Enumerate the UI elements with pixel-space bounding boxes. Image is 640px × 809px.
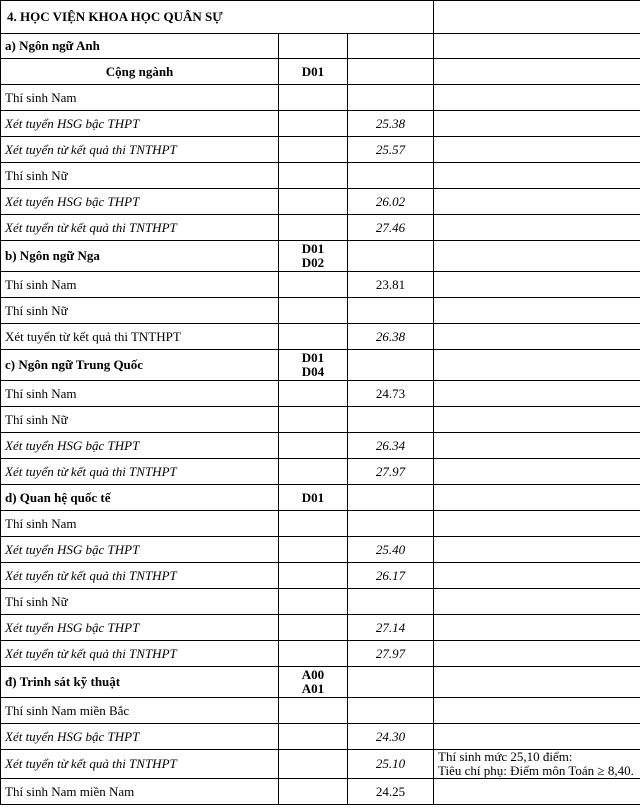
subject-combination-cell	[279, 381, 348, 407]
major-name: đ) Trinh sát kỹ thuật	[1, 667, 279, 698]
note-cell	[434, 85, 640, 111]
note-cell	[434, 381, 640, 407]
table-row	[1, 272, 640, 298]
cutoff-score	[348, 485, 434, 511]
cutoff-score	[348, 350, 434, 381]
subject-combination-cell	[279, 724, 348, 750]
note-cell	[434, 272, 640, 298]
table-row	[1, 537, 640, 563]
candidate-group: Thí sinh Nữ	[1, 589, 279, 615]
note-cell	[434, 137, 640, 163]
cutoff-score	[348, 298, 434, 324]
note-cell	[434, 779, 640, 805]
table-row	[1, 350, 640, 381]
note-line: Thí sinh mức 25,10 điểm:	[438, 749, 573, 764]
candidate-group: Thí sinh Nữ	[1, 298, 279, 324]
subject-combination-cell	[279, 189, 348, 215]
subject-combination-cell	[279, 779, 348, 805]
admission-method: Xét tuyển từ kết quả thi TNTHPT	[1, 137, 279, 163]
table-row	[1, 724, 640, 750]
table-row	[1, 698, 640, 724]
table-row	[1, 59, 640, 85]
admission-method: Xét tuyển từ kết quả thi TNTHPT	[1, 750, 279, 779]
cutoff-score	[348, 34, 434, 59]
admission-method: Xét tuyển HSG bậc THPT	[1, 537, 279, 563]
column-header: Cộng ngành	[1, 59, 279, 85]
table-row	[1, 381, 640, 407]
cutoff-score: 24.30	[348, 724, 434, 750]
note-cell	[434, 459, 640, 485]
note-cell	[434, 589, 640, 615]
subject-combination-cell	[279, 59, 348, 85]
subject-combination-cell	[279, 241, 348, 272]
subject-combination-cell	[279, 163, 348, 189]
subject-combination-cell	[279, 111, 348, 137]
subject-combination-code: D01	[301, 63, 325, 79]
subject-combination-code: D01	[301, 241, 325, 256]
subject-combination-cell	[279, 324, 348, 350]
note-line: Tiêu chí phụ: Điểm môn Toán ≥ 8,40.	[438, 763, 634, 778]
subject-combination-code: A01	[301, 681, 325, 696]
cutoff-score: 23.81	[348, 272, 434, 298]
subject-combination-cell	[279, 272, 348, 298]
cutoff-score: 24.73	[348, 381, 434, 407]
table-row	[1, 459, 640, 485]
cutoff-score	[348, 163, 434, 189]
note-cell	[434, 241, 640, 272]
cutoff-score	[348, 407, 434, 433]
candidate-group: Thí sinh Nam	[1, 272, 279, 298]
admission-method: Xét tuyển từ kết quả thi TNTHPT	[1, 459, 279, 485]
table-row	[1, 641, 640, 667]
subject-combination-cell	[279, 459, 348, 485]
cutoff-score	[348, 589, 434, 615]
institution-title: 4. HỌC VIỆN KHOA HỌC QUÂN SỰ	[1, 1, 434, 34]
cutoff-score	[348, 59, 434, 85]
subject-combination-cell	[279, 215, 348, 241]
admission-method: Xét tuyển HSG bậc THPT	[1, 615, 279, 641]
subject-combination-cell	[279, 563, 348, 589]
table-row	[1, 750, 640, 779]
major-name: b) Ngôn ngữ Nga	[1, 241, 279, 272]
cutoff-score: 27.97	[348, 641, 434, 667]
table-row	[1, 485, 640, 511]
admission-method: Xét tuyển HSG bậc THPT	[1, 111, 279, 137]
table-row	[1, 667, 640, 698]
table-row	[1, 407, 640, 433]
note-cell	[434, 698, 640, 724]
table-row	[1, 111, 640, 137]
note-cell	[434, 59, 640, 85]
note-cell	[434, 350, 640, 381]
subject-combination-cell	[279, 589, 348, 615]
cutoff-score	[348, 241, 434, 272]
candidate-group: Thí sinh Nam	[1, 381, 279, 407]
note-cell	[434, 485, 640, 511]
cutoff-score: 26.17	[348, 563, 434, 589]
cutoff-score	[348, 667, 434, 698]
subject-combination-cell	[279, 407, 348, 433]
candidate-group: Thí sinh Nữ	[1, 407, 279, 433]
subject-combination-cell	[279, 667, 348, 698]
subject-combination-cell	[279, 433, 348, 459]
subject-combination-code: D04	[301, 364, 325, 379]
note-cell	[434, 298, 640, 324]
subject-combination-cell	[279, 641, 348, 667]
cutoff-score: 27.46	[348, 215, 434, 241]
table-row	[1, 298, 640, 324]
cutoff-score: 25.38	[348, 111, 434, 137]
note-cell	[434, 324, 640, 350]
subject-combination-cell	[279, 537, 348, 563]
cutoff-score: 25.57	[348, 137, 434, 163]
note-cell	[434, 215, 640, 241]
note-cell	[434, 511, 640, 537]
table-row	[1, 85, 640, 111]
candidate-group: Thí sinh Nữ	[1, 163, 279, 189]
subject-combination-cell	[279, 34, 348, 59]
title-note-cell	[434, 1, 640, 34]
admission-method: Xét tuyển HSG bậc THPT	[1, 433, 279, 459]
note-cell	[434, 615, 640, 641]
candidate-group: Thí sinh Nam	[1, 511, 279, 537]
table-row	[1, 615, 640, 641]
subject-combination-code: D01	[301, 489, 325, 505]
note-cell	[434, 724, 640, 750]
cutoff-score	[348, 85, 434, 111]
cutoff-score: 26.02	[348, 189, 434, 215]
table-row	[1, 433, 640, 459]
note-cell	[434, 407, 640, 433]
admission-method: Xét tuyển HSG bậc THPT	[1, 189, 279, 215]
admission-method: Xét tuyển từ kết quả thi TNTHPT	[1, 641, 279, 667]
table-row	[1, 511, 640, 537]
table-row	[1, 324, 640, 350]
subject-combination-cell	[279, 137, 348, 163]
note-cell	[434, 641, 640, 667]
subject-combination-cell	[279, 85, 348, 111]
cutoff-score: 27.97	[348, 459, 434, 485]
table-row	[1, 189, 640, 215]
cutoff-score: 24.25	[348, 779, 434, 805]
note-cell	[434, 34, 640, 59]
cutoff-score	[348, 511, 434, 537]
major-name: d) Quan hệ quốc tế	[1, 485, 279, 511]
major-name: a) Ngôn ngữ Anh	[1, 34, 279, 59]
major-name: c) Ngôn ngữ Trung Quốc	[1, 350, 279, 381]
table-row	[1, 137, 640, 163]
table-row	[1, 34, 640, 59]
subject-combination-cell	[279, 615, 348, 641]
cutoff-score: 25.10	[348, 750, 434, 779]
table-row	[1, 215, 640, 241]
note-cell	[434, 537, 640, 563]
table-row	[1, 779, 640, 805]
subject-combination-cell	[279, 298, 348, 324]
candidate-group: Thí sinh Nam	[1, 85, 279, 111]
cutoff-score: 27.14	[348, 615, 434, 641]
subject-combination-cell	[279, 750, 348, 779]
candidate-group: Thí sinh Nam miền Bắc	[1, 698, 279, 724]
admission-method: Xét tuyển từ kết quả thi TNTHPT	[1, 215, 279, 241]
table-row	[1, 589, 640, 615]
table-title-row	[1, 1, 640, 34]
table-row	[1, 563, 640, 589]
subject-combination-cell	[279, 350, 348, 381]
note-cell	[434, 750, 640, 779]
admission-method: Xét tuyển HSG bậc THPT	[1, 724, 279, 750]
candidate-group: Xét tuyển từ kết quả thi TNTHPT	[1, 324, 279, 350]
table-row	[1, 163, 640, 189]
subject-combination-cell	[279, 511, 348, 537]
cutoff-score	[348, 698, 434, 724]
cutoff-score: 25.40	[348, 537, 434, 563]
note-cell	[434, 163, 640, 189]
cutoff-score: 26.38	[348, 324, 434, 350]
note-cell	[434, 563, 640, 589]
note-cell	[434, 189, 640, 215]
cutoff-score: 26.34	[348, 433, 434, 459]
subject-combination-code: A00	[301, 667, 325, 682]
subject-combination-cell	[279, 698, 348, 724]
subject-combination-code: D02	[301, 255, 325, 270]
subject-combination-cell	[279, 485, 348, 511]
note-cell	[434, 433, 640, 459]
note-cell	[434, 667, 640, 698]
table-row	[1, 241, 640, 272]
note-cell	[434, 111, 640, 137]
subject-combination-code: D01	[301, 350, 325, 365]
candidate-group: Thí sinh Nam miền Nam	[1, 779, 279, 805]
admission-method: Xét tuyển từ kết quả thi TNTHPT	[1, 563, 279, 589]
